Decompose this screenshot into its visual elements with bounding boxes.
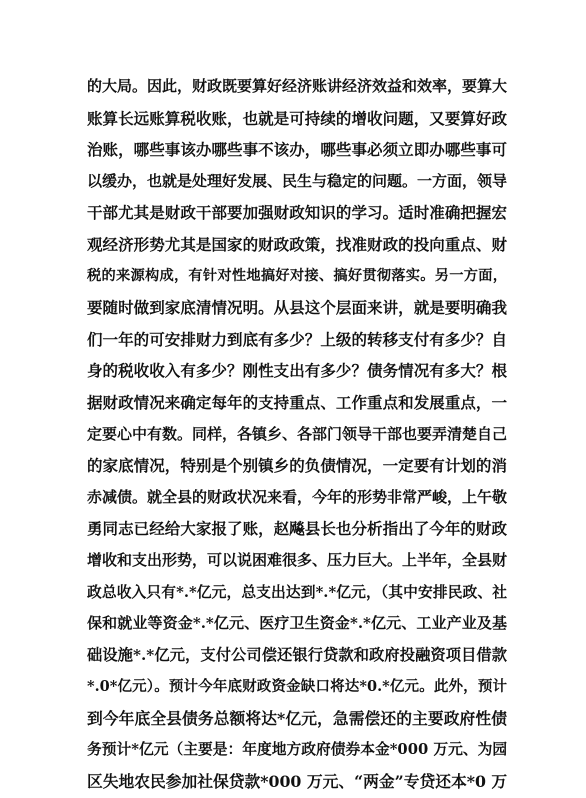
text-line: 定要心中有数。同样，各镇乡、各部门领导干部也要弄清楚自己 xyxy=(87,424,508,443)
text-line: 保和就业等资金*.*亿元、医疗卫生资金*.*亿元、工业产业及基 xyxy=(87,614,507,633)
text-line: 赤减债。就全县的财政状况来看，今年的形势非常严峻，上午敬 xyxy=(87,487,508,506)
text-line: 以缓办，也就是处理好发展、民生与稳定的问题。一方面，领导 xyxy=(87,171,508,190)
text-line: 身的税收收入有多少？刚性支出有多少？债务情况有多大？根 xyxy=(87,361,507,381)
text-line: *.0*亿元）。预计今年底财政资金缺口将达*0.*亿元。此外，预计 xyxy=(87,678,507,696)
text-line: 税的来源构成，有针对性地搞好对接、搞好贯彻落实。另一方面， xyxy=(87,267,507,284)
text-line: 到今年底全县债务总额将达*亿元，急需偿还的主要政府性债 xyxy=(87,708,507,728)
text-line: 据财政情况来确定每年的支持重点、工作重点和发展重点，一 xyxy=(87,392,507,412)
text-line: 的大局。因此，财政既要算好经济账讲经济效益和效率，要算大 xyxy=(87,77,508,95)
text-line: 要随时做到家底清情况明。从县这个层面来讲，就是要明确我 xyxy=(87,298,507,318)
text-line: 观经济形势尤其是国家的财政政策，找准财政的投向重点、财 xyxy=(87,234,507,254)
text-line: 区失地农民参加社保贷款*000 万元、“两金”专贷还本*0 万 xyxy=(87,772,508,792)
text-line: 础设施*.*亿元，支付公司偿还银行贷款和政府投融资项目借款 xyxy=(87,645,507,664)
text-line: 勇同志已经给大家报了账，赵飚县长也分析指出了今年的财政 xyxy=(87,519,507,539)
text-line: 增收和支出形势，可以说困难很多、压力巨大。上半年，全县财 xyxy=(87,550,508,569)
body-paragraph xyxy=(87,71,507,798)
text-line: 干部尤其是财政干部要加强财政知识的学习。适时准确把握宏 xyxy=(87,203,507,223)
text-line: 的家底情况，特别是个别镇乡的负债情况，一定要有计划的消 xyxy=(87,456,507,476)
text-line: 政总收入只有*.*亿元，总支出达到*.*亿元，（其中安排民政、社 xyxy=(87,583,507,601)
text-line: 治账，哪些事该办哪些事不该办，哪些事必须立即办哪些事可 xyxy=(87,140,507,160)
text-line: 务预计*亿元（主要是：年度地方政府债券本金*000 万元、为园 xyxy=(87,741,508,759)
text-line: 们一年的可安排财力到底有多少？上级的转移支付有多少？自 xyxy=(87,329,507,349)
text-line: 账算长远账算税收账，也就是可持续的增收问题，又要算好政 xyxy=(87,108,507,128)
